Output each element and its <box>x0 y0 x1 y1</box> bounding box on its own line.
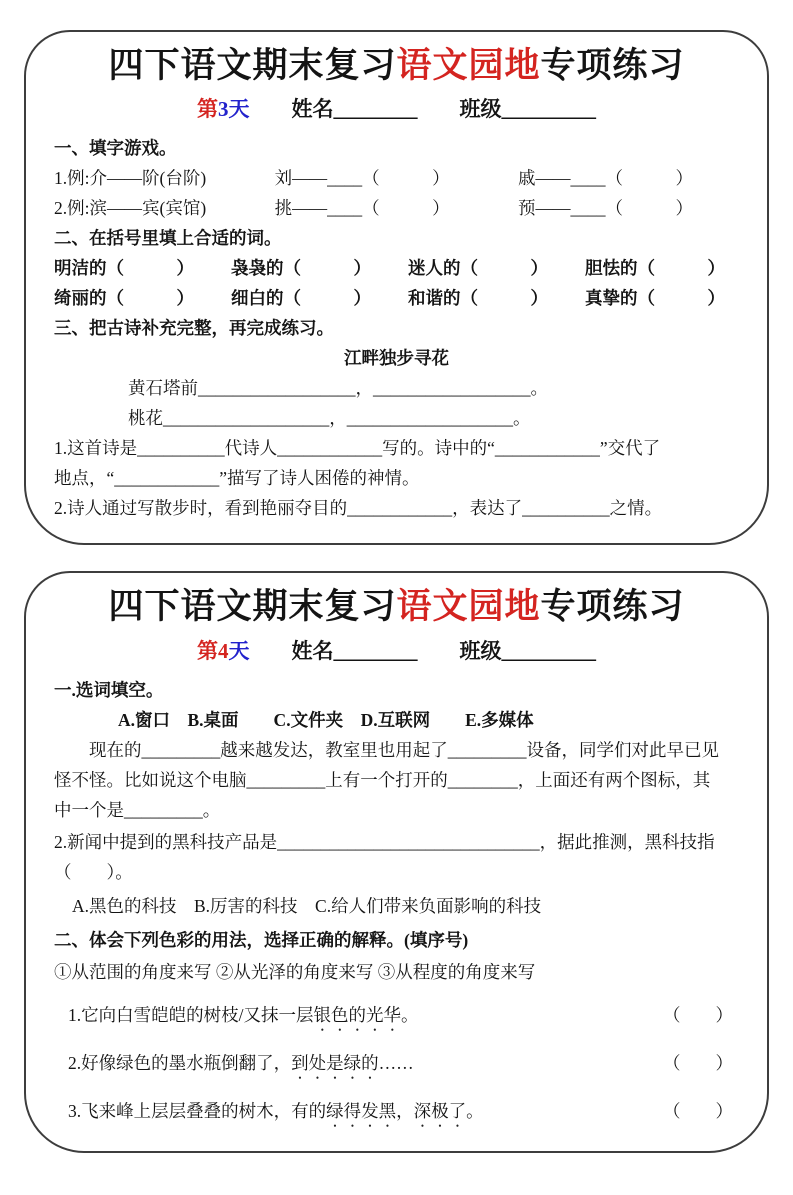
choice-legend: ①从范围的角度来写 ②从光泽的角度来写 ③从程度的角度来写 <box>54 961 536 982</box>
class-blank: _________ <box>501 638 596 663</box>
day-label <box>197 93 250 123</box>
poem-line-1: 黄石塔前__________________，__________________。 <box>128 378 548 399</box>
name-blank: ________ <box>333 97 418 122</box>
fill-item: 挑——____（ ） <box>274 198 450 219</box>
word-fill-row-2 <box>54 283 739 313</box>
name-blank: ________ <box>333 638 418 663</box>
sheet-title <box>54 42 739 89</box>
item-text-plain: 2.好像绿色的墨水瓶倒翻了， <box>68 1052 292 1073</box>
answer-bracket: （ ） <box>663 1052 733 1073</box>
word-fill-cell: 真挚的（ ） <box>585 288 725 309</box>
question2-choices: A.黑色的科技 B.厉害的科技 C.给人们带来负面影响的科技 <box>72 895 542 916</box>
title-text-left: 四下语文期末复习 <box>108 46 397 85</box>
fill-example: 1.例:介——阶(台阶) <box>54 168 207 189</box>
class-field <box>460 635 597 665</box>
title-highlight: 语文园地 <box>396 46 541 85</box>
day-label <box>197 635 250 665</box>
cloze-paragraph-line-3: 中一个是_________。 <box>54 799 221 820</box>
day-number: 4 <box>218 638 229 663</box>
question2-line: 2.诗人通过写散步时，看到艳丽夺目的____________，表达了__________之情。 <box>54 498 663 519</box>
item-text-emphasized: 深极了 <box>413 1100 467 1121</box>
section1-heading: 一、填字游戏。 <box>54 138 177 159</box>
item-text-plain: 1.它向白雪皑皑的树枝/又抹一层 <box>68 1004 314 1025</box>
day-suffix: 天 <box>228 638 250 663</box>
item-text-plain: 3.飞来峰上层层叠叠的树木，有的 <box>68 1100 327 1121</box>
color-usage-item-2 <box>54 1048 739 1083</box>
worksheet-day4 <box>24 571 769 1152</box>
answer-bracket: （ ） <box>663 1100 733 1121</box>
sheet-subtitle <box>54 93 739 123</box>
poem-title: 江畔独步寻花 <box>344 348 449 369</box>
color-usage-item-3 <box>54 1096 739 1131</box>
sheet-subtitle <box>54 635 739 665</box>
worksheet-day3 <box>24 30 769 545</box>
sheet-title <box>54 583 739 630</box>
section2-heading: 二、在括号里填上合适的词。 <box>54 228 282 249</box>
class-blank: _________ <box>501 97 596 122</box>
day-suffix: 天 <box>228 97 250 122</box>
fill-item: 预——____（ ） <box>518 198 693 219</box>
word-fill-cell: 袅袅的（ ） <box>231 258 371 279</box>
word-fill-cell: 细白的（ ） <box>231 288 371 309</box>
fill-game-row-1 <box>54 163 739 193</box>
section2-heading: 二、体会下列色彩的用法，选择正确的解释。(填序号) <box>54 929 469 950</box>
section3-heading: 三、把古诗补充完整，再完成练习。 <box>54 318 334 339</box>
item-text <box>68 1000 419 1035</box>
word-fill-cell: 胆怯的（ ） <box>585 258 725 279</box>
section1-heading: 一.选词填空。 <box>54 679 164 700</box>
item-text-tail: 。 <box>401 1004 419 1025</box>
item-text-tail: …… <box>378 1052 414 1073</box>
word-fill-cell: 绮丽的（ ） <box>54 288 194 309</box>
day-prefix: 第 <box>197 638 218 663</box>
word-fill-cell: 和谐的（ ） <box>408 288 548 309</box>
item-text-emphasized: 到处是绿的 <box>291 1052 379 1073</box>
question1-line-2: 地点，“____________”描写了诗人困倦的神情。 <box>54 468 420 489</box>
question2-line-2: （ ）。 <box>54 861 133 882</box>
title-text-left: 四下语文期末复习 <box>108 587 397 627</box>
name-field <box>292 93 418 123</box>
item-text-tail: 。 <box>466 1100 484 1121</box>
class-label: 班级 <box>459 638 502 663</box>
fill-item: 刘——____（ ） <box>274 168 450 189</box>
item-text <box>68 1048 414 1083</box>
fill-example: 2.例:滨——宾(宾馆) <box>54 198 207 219</box>
word-fill-cell: 明洁的（ ） <box>54 258 194 279</box>
poem-line-2: 桃花___________________，___________________。 <box>128 408 531 429</box>
item-text <box>68 1096 484 1131</box>
class-label: 班级 <box>459 97 502 122</box>
title-text-right: 专项练习 <box>540 587 685 627</box>
word-fill-row-1 <box>54 253 739 283</box>
name-label: 姓名 <box>291 638 334 663</box>
title-highlight: 语文园地 <box>396 587 541 627</box>
title-text-right: 专项练习 <box>540 46 685 85</box>
fill-item: 戚——____（ ） <box>518 168 693 189</box>
name-field <box>292 635 418 665</box>
cloze-paragraph-line-2: 怪不怪。比如说这个电脑_________上有一个打开的________，上面还有两个图标，其 <box>54 769 711 790</box>
day-number: 3 <box>218 97 229 122</box>
answer-bracket: （ ） <box>663 1004 733 1025</box>
item-text-emphasized: 银色的光华 <box>313 1004 401 1025</box>
question1-line-1: 1.这首诗是__________代诗人____________写的。诗中的“____________”交代了 <box>54 438 661 459</box>
word-fill-cell: 迷人的（ ） <box>408 258 548 279</box>
question2-line-1: 2.新闻中提到的黑科技产品是______________________________，据此推测，黑科技指 <box>54 831 715 852</box>
item-text-mid: ， <box>396 1100 414 1121</box>
word-bank-options: A.窗口 B.桌面 C.文件夹 D.互联网 E.多媒体 <box>118 709 534 730</box>
fill-game-row-2 <box>54 193 739 223</box>
class-field <box>460 93 597 123</box>
item-text-emphasized: 绿得发黑 <box>326 1100 397 1121</box>
color-usage-item-1 <box>54 1000 739 1035</box>
name-label: 姓名 <box>291 97 334 122</box>
cloze-paragraph-line-1: 现在的_________越来越发达，教室里也用起了_________设备，同学们对此早已见 <box>89 739 719 760</box>
day-prefix: 第 <box>197 97 218 122</box>
